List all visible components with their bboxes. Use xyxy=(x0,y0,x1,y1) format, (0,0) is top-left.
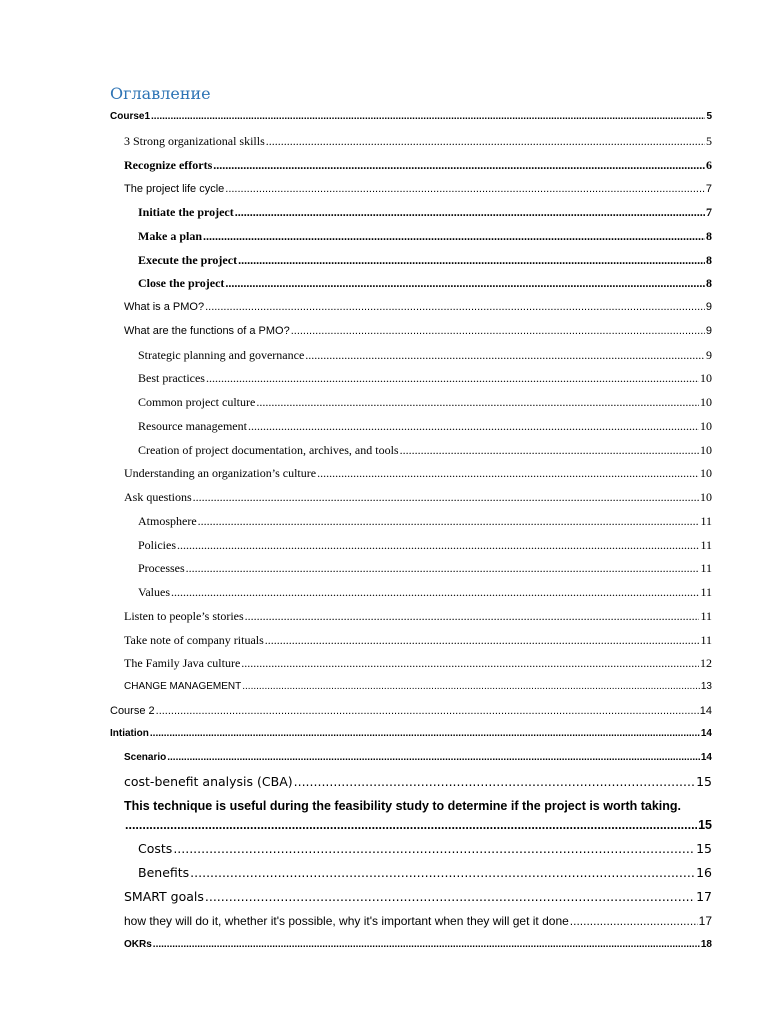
toc-leader xyxy=(242,680,700,694)
toc-entry-strong-skills[interactable] xyxy=(124,130,712,148)
toc-entry-label: Initiate the project xyxy=(138,205,234,219)
toc-entry-rituals[interactable] xyxy=(124,629,712,647)
toc-entry-page: 17 xyxy=(698,914,712,928)
toc-entry-page: 14 xyxy=(699,705,712,717)
toc-entry-label: OKRs xyxy=(124,939,152,950)
toc-entry-costs[interactable] xyxy=(138,838,712,856)
toc-entry-page: 8 xyxy=(706,253,712,267)
toc-entry-label: The Family Java culture xyxy=(124,656,241,670)
toc-entry-page: 11 xyxy=(700,585,712,599)
toc-entry-page: 10 xyxy=(700,466,712,480)
toc-entry-how-they-will[interactable] xyxy=(124,910,712,928)
toc-entry-what-is-pmo[interactable] xyxy=(124,296,712,314)
toc-entry-label: Execute the project xyxy=(138,253,238,267)
toc-entry-page: 8 xyxy=(706,229,712,243)
toc-entry-execute[interactable] xyxy=(138,249,712,267)
toc-leader xyxy=(173,842,695,856)
toc-leader xyxy=(153,938,700,952)
toc-entry-page: 9 xyxy=(705,325,712,337)
toc-entry-label: SMART goals xyxy=(124,889,204,904)
toc-entry-page: 7 xyxy=(706,205,712,219)
toc-entry-page: 10 xyxy=(700,490,712,504)
toc-entry-page: 5 xyxy=(706,134,712,148)
toc-entry-ask-questions[interactable] xyxy=(124,486,712,504)
toc-entry-label: Course 2 xyxy=(110,705,155,717)
toc-leader xyxy=(203,229,705,243)
toc-leader xyxy=(151,110,705,124)
toc-entry-page: 10 xyxy=(700,395,712,409)
toc-entry-pmo-functions[interactable] xyxy=(124,320,712,338)
toc-entry-values[interactable] xyxy=(138,581,712,599)
toc-entry-page: 9 xyxy=(706,348,712,362)
toc-entry-stories[interactable] xyxy=(124,605,712,623)
toc-entry-label: Make a plan xyxy=(138,229,203,243)
toc-leader xyxy=(206,371,699,385)
toc-entry-label: Strategic planning and governance xyxy=(138,348,305,362)
toc-entry-page: 10 xyxy=(700,419,712,433)
toc-leader xyxy=(266,134,705,148)
toc-leader xyxy=(205,890,695,904)
toc-entry-label: Resource management xyxy=(138,419,247,433)
toc-entry-page: 11 xyxy=(700,633,712,647)
toc-entry-label: Common project culture xyxy=(138,395,256,409)
toc-leader xyxy=(167,751,700,765)
toc-leader xyxy=(317,466,699,480)
toc-entry-label: Take note of company rituals xyxy=(124,633,264,647)
toc-leader xyxy=(150,727,700,741)
toc-entry-label: Ask questions xyxy=(124,490,192,504)
toc-leader xyxy=(213,158,705,172)
toc-entry-policies[interactable] xyxy=(138,534,712,552)
toc-entry-smart-goals[interactable] xyxy=(124,886,712,904)
toc-leader xyxy=(570,914,698,928)
toc-leader xyxy=(225,276,705,290)
toc-entry-page: 9 xyxy=(705,301,712,313)
toc-entry-strategic-planning[interactable] xyxy=(138,344,712,362)
toc-leader xyxy=(245,609,700,623)
toc-entry-intiation[interactable] xyxy=(110,723,712,741)
toc-entry-close[interactable] xyxy=(138,272,712,290)
toc-entry-label: cost-benefit analysis (CBA) xyxy=(124,774,293,789)
toc-leader xyxy=(265,633,700,647)
toc-entry-recognize-efforts[interactable] xyxy=(124,154,712,172)
toc-entry-initiate[interactable] xyxy=(138,201,712,219)
toc-entry-label: Listen to people’s stories xyxy=(124,609,244,623)
toc-entry-label: This technique is useful during the feasibility study to determine if the project is worth taking. xyxy=(124,799,682,813)
toc-leader xyxy=(193,490,699,504)
toc-entry-page: 11 xyxy=(700,609,712,623)
toc-entry-org-culture[interactable] xyxy=(124,462,712,480)
toc-entry-page: 18 xyxy=(700,939,712,950)
toc-entry-page: 14 xyxy=(700,728,712,739)
toc-entry-best-practices[interactable] xyxy=(138,367,712,385)
toc-entry-label: What is a PMO? xyxy=(124,301,205,313)
toc-entry-label: Intiation xyxy=(110,728,149,739)
toc-leader xyxy=(205,300,705,314)
toc-entry-page: 16 xyxy=(696,865,712,880)
toc-entry-label: Understanding an organization’s culture xyxy=(124,466,317,480)
toc-leader xyxy=(125,818,697,832)
toc-entry-page: 15 xyxy=(698,818,712,832)
toc-leader xyxy=(305,348,705,362)
toc-entry-page: 12 xyxy=(700,656,712,670)
toc-entry-technique-continuation[interactable] xyxy=(124,814,712,832)
toc-leader xyxy=(186,561,700,575)
toc-entry-cba[interactable] xyxy=(124,771,712,789)
toc-leader xyxy=(256,395,699,409)
toc-entry-documentation[interactable] xyxy=(138,439,712,457)
toc-entry-label: Atmosphere xyxy=(138,514,197,528)
toc-entry-course2[interactable] xyxy=(110,700,712,718)
toc-entry-page: 14 xyxy=(700,752,712,763)
toc-entry-scenario[interactable] xyxy=(124,747,712,765)
toc-entry-label: Policies xyxy=(138,538,176,552)
toc-heading: Оглавление xyxy=(110,84,211,103)
toc-entry-page: 11 xyxy=(700,538,712,552)
toc-leader xyxy=(190,866,695,880)
toc-entry-course1[interactable] xyxy=(110,106,712,124)
toc-leader xyxy=(241,656,699,670)
toc-entry-change-management[interactable] xyxy=(124,676,712,694)
toc-entry-label: how they will do it, whether it's possible, why it's important when they will get it done xyxy=(124,914,569,928)
toc-entry-make-plan[interactable] xyxy=(138,225,712,243)
toc-leader xyxy=(156,704,699,718)
toc-entry-label: The project life cycle xyxy=(124,183,225,195)
toc-leader xyxy=(400,443,699,457)
toc-leader xyxy=(248,419,699,433)
toc-entry-benefits[interactable] xyxy=(138,862,712,880)
toc-entry-page: 7 xyxy=(705,183,712,195)
toc-leader xyxy=(291,324,705,338)
toc-entry-page: 10 xyxy=(700,371,712,385)
toc-entry-page: 6 xyxy=(706,158,712,172)
toc-entry-label: Benefits xyxy=(138,865,190,880)
toc-entry-technique[interactable] xyxy=(124,795,712,813)
toc-entry-label: 3 Strong organizational skills xyxy=(124,134,265,148)
toc-entry-page: 8 xyxy=(706,276,712,290)
toc-entry-label: Close the project xyxy=(138,276,225,290)
toc-entry-page: 15 xyxy=(696,841,712,856)
toc-entry-page: 17 xyxy=(696,889,712,904)
toc-entry-common-culture[interactable] xyxy=(138,391,712,409)
toc-entry-label: Scenario xyxy=(124,752,167,763)
toc-entry-processes[interactable] xyxy=(138,557,712,575)
toc-entry-page: 11 xyxy=(700,514,712,528)
toc-entry-okrs[interactable] xyxy=(124,934,712,952)
toc-entry-label: What are the functions of a PMO? xyxy=(124,325,290,337)
toc-entry-page: 13 xyxy=(700,681,712,692)
toc-leader xyxy=(238,253,705,267)
toc-entry-label: CHANGE MANAGEMENT xyxy=(124,681,242,692)
toc-entry-page: 5 xyxy=(706,111,712,122)
toc-entry-label: Recognize efforts xyxy=(124,158,213,172)
toc-leader xyxy=(294,775,695,789)
toc-entry-label: Best practices xyxy=(138,371,205,385)
toc-entry-label: Costs xyxy=(138,841,173,856)
toc-entry-label: Processes xyxy=(138,561,185,575)
toc-entry-label: Creation of project documentation, archives, and tools xyxy=(138,443,399,457)
toc-leader xyxy=(225,182,705,196)
toc-entry-resource-management[interactable] xyxy=(138,415,712,433)
toc-entry-family-java[interactable] xyxy=(124,652,712,670)
toc-entry-page: 11 xyxy=(700,561,712,575)
toc-leader xyxy=(235,205,705,219)
toc-entry-life-cycle[interactable] xyxy=(124,178,712,196)
toc-entry-label: Course1 xyxy=(110,111,151,122)
toc-entry-label: Values xyxy=(138,585,170,599)
toc-entry-page: 10 xyxy=(700,443,712,457)
toc-leader xyxy=(198,514,700,528)
toc-leader xyxy=(171,585,699,599)
toc-entry-page: 15 xyxy=(696,774,712,789)
toc-leader xyxy=(177,538,699,552)
toc-entry-atmosphere[interactable] xyxy=(138,510,712,528)
